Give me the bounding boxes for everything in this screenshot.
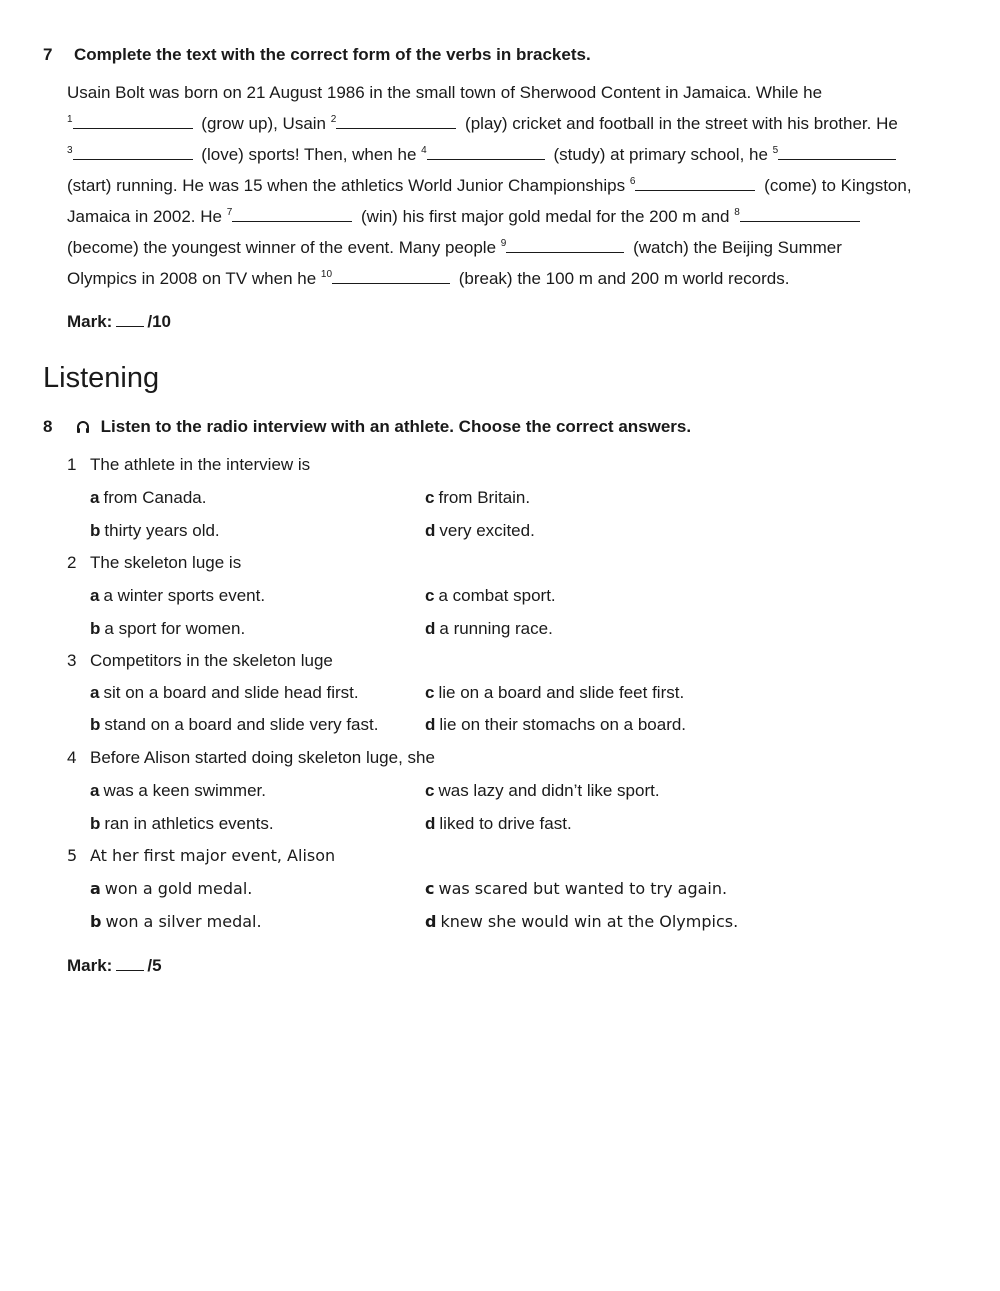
paragraph-line-6: (become) the youngest winner of the event. Many people $^9$ (watch) the Beijing Summer — [67, 238, 842, 257]
answer-blank-7[interactable] — [232, 207, 352, 222]
answer-blank-10[interactable] — [332, 269, 450, 284]
answer-blank-1[interactable] — [73, 114, 193, 129]
answer-option-c[interactable] — [425, 683, 684, 703]
answer-option-b[interactable] — [90, 912, 262, 931]
option-text: won a gold medal. — [104, 879, 253, 898]
option-letter: c — [425, 879, 435, 898]
option-text: won a silver medal. — [105, 912, 262, 931]
answer-option-d[interactable] — [425, 814, 572, 834]
mark-blank[interactable] — [116, 312, 144, 327]
answer-option-b[interactable] — [90, 715, 378, 735]
paragraph-line-4: (start) running. He was 15 when the athletics World Junior Championships $^6$ (come) to Kingston, — [67, 176, 912, 195]
option-letter: b — [90, 521, 101, 540]
option-text: stand on a board and slide very fast. — [104, 715, 379, 734]
question-stem — [67, 748, 435, 768]
question-text: Before Alison started doing skeleton luge, she — [90, 748, 435, 767]
option-text: a sport for women. — [104, 619, 246, 638]
option-letter: a — [90, 781, 100, 800]
question-number: 1 — [67, 455, 77, 474]
answer-blank-9[interactable] — [506, 238, 624, 253]
option-text: very excited. — [439, 521, 535, 540]
option-text: from Canada. — [103, 488, 207, 507]
question-text: Competitors in the skeleton luge — [90, 651, 333, 670]
option-text: was a keen swimmer. — [103, 781, 266, 800]
exercise-8-mark: Mark: /5 — [67, 956, 162, 975]
option-letter: d — [425, 619, 436, 638]
paragraph-line-2: $^1$ (grow up), Usain $^2$ (play) cricket and football in the street with his brother. He — [67, 114, 898, 133]
question-number: 4 — [67, 748, 77, 767]
answer-option-d[interactable] — [425, 912, 738, 931]
answer-blank-5[interactable] — [778, 145, 896, 160]
option-letter: d — [425, 912, 437, 931]
option-text: lie on their stomachs on a board. — [439, 715, 687, 734]
option-letter: a — [90, 879, 101, 898]
answer-option-a[interactable] — [90, 683, 359, 703]
paragraph-line-1: Usain Bolt was born on 21 August 1986 in the small town of Sherwood Content in Jamaica. While he — [67, 83, 823, 102]
option-letter: d — [425, 814, 436, 833]
answer-option-a[interactable] — [90, 586, 265, 606]
option-text: liked to drive fast. — [439, 814, 572, 833]
paragraph-line-5: Jamaica in 2002. He $^7$ (win) his first major gold medal for the 200 m and $^8$ — [67, 207, 864, 227]
option-letter: c — [425, 683, 435, 702]
exercise-7-header — [43, 45, 591, 65]
exercise-instruction: Complete the text with the correct form of the verbs in brackets. — [73, 45, 591, 64]
question-text: The skeleton luge is — [90, 553, 242, 572]
paragraph-line-7: Olympics in 2008 on TV when he $^{10}$ (break) the 100 m and 200 m world records. — [67, 269, 790, 288]
section-title: Listening — [43, 362, 160, 394]
option-text: thirty years old. — [104, 521, 220, 540]
option-text: sit on a board and slide head first. — [103, 683, 359, 702]
answer-option-c[interactable] — [425, 488, 530, 508]
option-text: from Britain. — [438, 488, 531, 507]
option-letter: c — [425, 488, 435, 507]
option-text: a running race. — [439, 619, 553, 638]
answer-blank-4[interactable] — [427, 145, 545, 160]
option-text: knew she would win at the Olympics. — [440, 912, 739, 931]
answer-blank-6[interactable] — [635, 176, 755, 191]
question-stem — [67, 651, 333, 671]
answer-option-c[interactable] — [425, 781, 660, 801]
answer-option-a[interactable] — [90, 879, 252, 898]
option-text: was scared but wanted to try again. — [438, 879, 728, 898]
answer-option-d[interactable] — [425, 619, 553, 639]
option-text: lie on a board and slide feet first. — [438, 683, 685, 702]
question-stem — [67, 846, 335, 865]
answer-option-d[interactable] — [425, 715, 686, 735]
answer-option-a[interactable] — [90, 488, 206, 508]
option-text: was lazy and didn’t like sport. — [438, 781, 660, 800]
answer-option-b[interactable] — [90, 814, 274, 834]
mark-blank[interactable] — [116, 956, 144, 971]
option-letter: c — [425, 586, 435, 605]
option-letter: b — [90, 814, 101, 833]
exercise-number: 7 — [43, 45, 53, 64]
answer-option-b[interactable] — [90, 619, 245, 639]
option-text: a winter sports event. — [103, 586, 266, 605]
answer-blank-8[interactable] — [740, 207, 860, 222]
exercise-number: 8 — [43, 417, 53, 436]
option-letter: a — [90, 586, 100, 605]
exercise-instruction: Listen to the radio interview with an athlete. Choose the correct answers. — [100, 417, 692, 436]
option-letter: a — [90, 488, 100, 507]
answer-blank-2[interactable] — [336, 114, 456, 129]
answer-option-c[interactable] — [425, 879, 727, 898]
answer-option-b[interactable] — [90, 521, 220, 541]
question-number: 3 — [67, 651, 77, 670]
question-number: 2 — [67, 553, 77, 572]
option-letter: c — [425, 781, 435, 800]
question-text: At her first major event, Alison — [90, 846, 336, 865]
option-text: a combat sport. — [438, 586, 556, 605]
option-text: ran in athletics events. — [104, 814, 274, 833]
question-number: 5 — [67, 846, 78, 865]
option-letter: d — [425, 521, 436, 540]
option-letter: b — [90, 715, 101, 734]
exercise-7-mark: Mark: /10 — [67, 312, 171, 331]
option-letter: b — [90, 619, 101, 638]
answer-blank-3[interactable] — [73, 145, 193, 160]
option-letter: d — [425, 715, 436, 734]
exercise-8-header — [43, 417, 691, 437]
answer-option-d[interactable] — [425, 521, 535, 541]
answer-option-c[interactable] — [425, 586, 556, 606]
option-letter: b — [90, 912, 102, 931]
question-stem — [67, 455, 310, 475]
question-text: The athlete in the interview is — [90, 455, 311, 474]
answer-option-a[interactable] — [90, 781, 266, 801]
option-letter: a — [90, 683, 100, 702]
paragraph-line-3: $^3$ (love) sports! Then, when he $^4$ (study) at primary school, he $^5$ — [67, 145, 900, 165]
question-stem — [67, 553, 241, 573]
headphones-icon — [76, 420, 90, 434]
